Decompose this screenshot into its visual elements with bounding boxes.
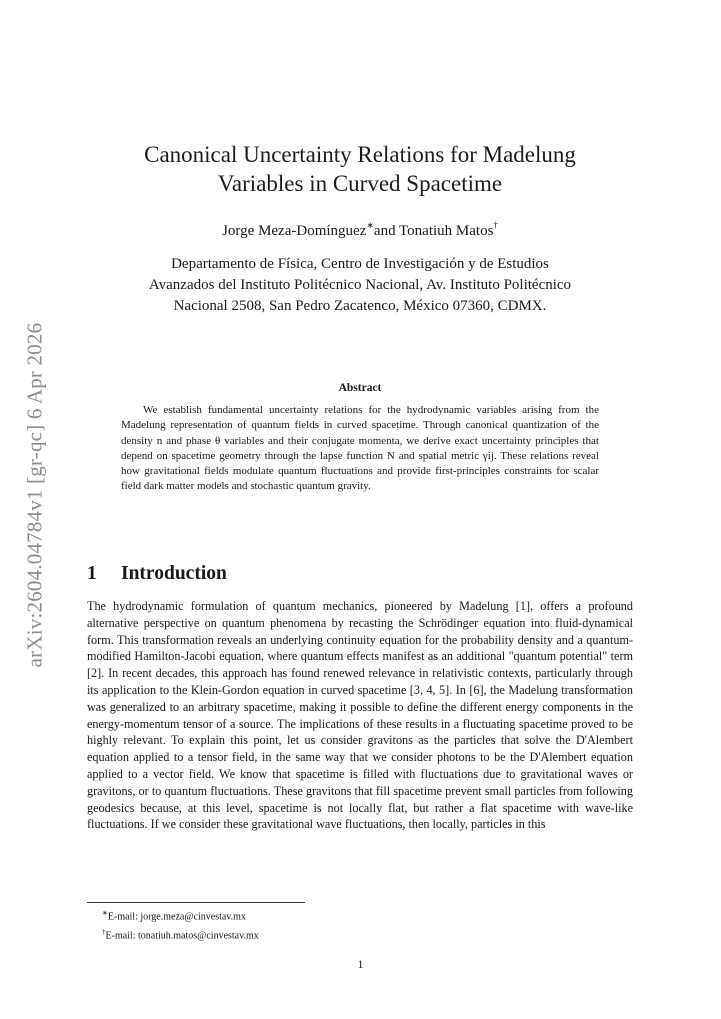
footnote-mark-1: ∗ — [366, 220, 374, 230]
footnote-mark-2: † — [493, 220, 498, 230]
footnote-divider — [87, 902, 305, 903]
author-connector: and — [373, 223, 400, 239]
abstract-heading: Abstract — [338, 382, 382, 394]
arxiv-identifier-stamp: arXiv:2604.04784v1 [gr-qc] 6 Apr 2026 — [22, 322, 47, 668]
affiliation-line-1: Departamento de Física, Centro de Investigación y de Estudios — [171, 256, 549, 272]
paper-title — [80, 140, 640, 198]
author-name-2: Tonatiuh Matos — [399, 223, 494, 239]
footnote-2-email: E-mail: tonatiuh.matos@cinvestav.mx — [105, 930, 259, 942]
author-name-1: Jorge Meza-Domínguez — [222, 223, 367, 239]
paper-title-line-1: Canonical Uncertainty Relations for Madelung — [144, 142, 576, 167]
introduction-paragraph: The hydrodynamic formulation of quantum mechanics, pioneered by Madelung [1], offers a profound alternative perspective on quantum phenomena by recasting the Schrödinger equation into fluid-dynamical form. This transformation reveals an underlying continuity equation for the probability density and a quantum-modified Hamilton-Jacobi equation, where quantum effects manifest as an additional "quantum potential" term [2]. In recent decades, this approach has found renewed relevance in relativistic contexts, particularly through its application to the Klein-Gordon equation in curved spacetime [3, 4, 5]. In [6], the Madelung transformation was generalized to an arbitrary spacetime, making it possible to define the different energy components in the energy-momentum tensor of a source. The implications of these results in a fluctuating spacetime proved to be highly relevant. To explain this point, let us consider gravitons as the particles that solve the D'Alembert equation applied to a tensor field, in the same way that we consider photons to be the D'Alembert equation applied to a vector field. We know that spacetime is filled with fluctuations due to gravitational waves or gravitons, or to quantum fluctuations. These gravitons that fill spacetime prevent small particles from following geodesics because, at this level, spacetime is not locally flat, but rather a flat spacetime with wave-like fluctuations. If we consider these gravitational wave fluctuations, then locally, particles in this — [87, 599, 633, 832]
footnotes — [102, 906, 259, 944]
section-number: 1 — [87, 563, 97, 584]
footnote-1 — [102, 906, 259, 925]
footnote-1-email: E-mail: jorge.meza@cinvestav.mx — [107, 911, 246, 923]
footnote-2-mark: † — [102, 927, 106, 936]
affiliation — [70, 254, 650, 317]
footnote-2 — [102, 925, 259, 944]
abstract-text: We establish fundamental uncertainty relations for the hydrodynamic variables arising from the Madelung representation of quantum fields in curved spacetime. Through canonical quantization of the density n and phase θ variables and their conjugate momenta, we derive exact uncertainty principles that depend on spacetime geometry through the lapse function N and spatial metric γij. These relations reveal how gravitational fields modulate quantum fluctuations and provide first-principles constraints for scalar field dark matter models and stochastic quantum gravity. — [121, 404, 599, 493]
section-title: Introduction — [121, 563, 227, 584]
paper-title-line-2: Variables in Curved Spacetime — [217, 171, 503, 196]
author-list — [80, 216, 640, 241]
section-heading — [87, 561, 227, 587]
page-number: 1 — [357, 957, 364, 971]
footnote-1-mark: ∗ — [102, 909, 108, 917]
affiliation-line-2: Avanzados del Instituto Politécnico Nacional, Av. Instituto Politécnico — [148, 277, 572, 293]
affiliation-line-3: Nacional 2508, San Pedro Zacatenco, México 07360, CDMX. — [173, 298, 547, 314]
